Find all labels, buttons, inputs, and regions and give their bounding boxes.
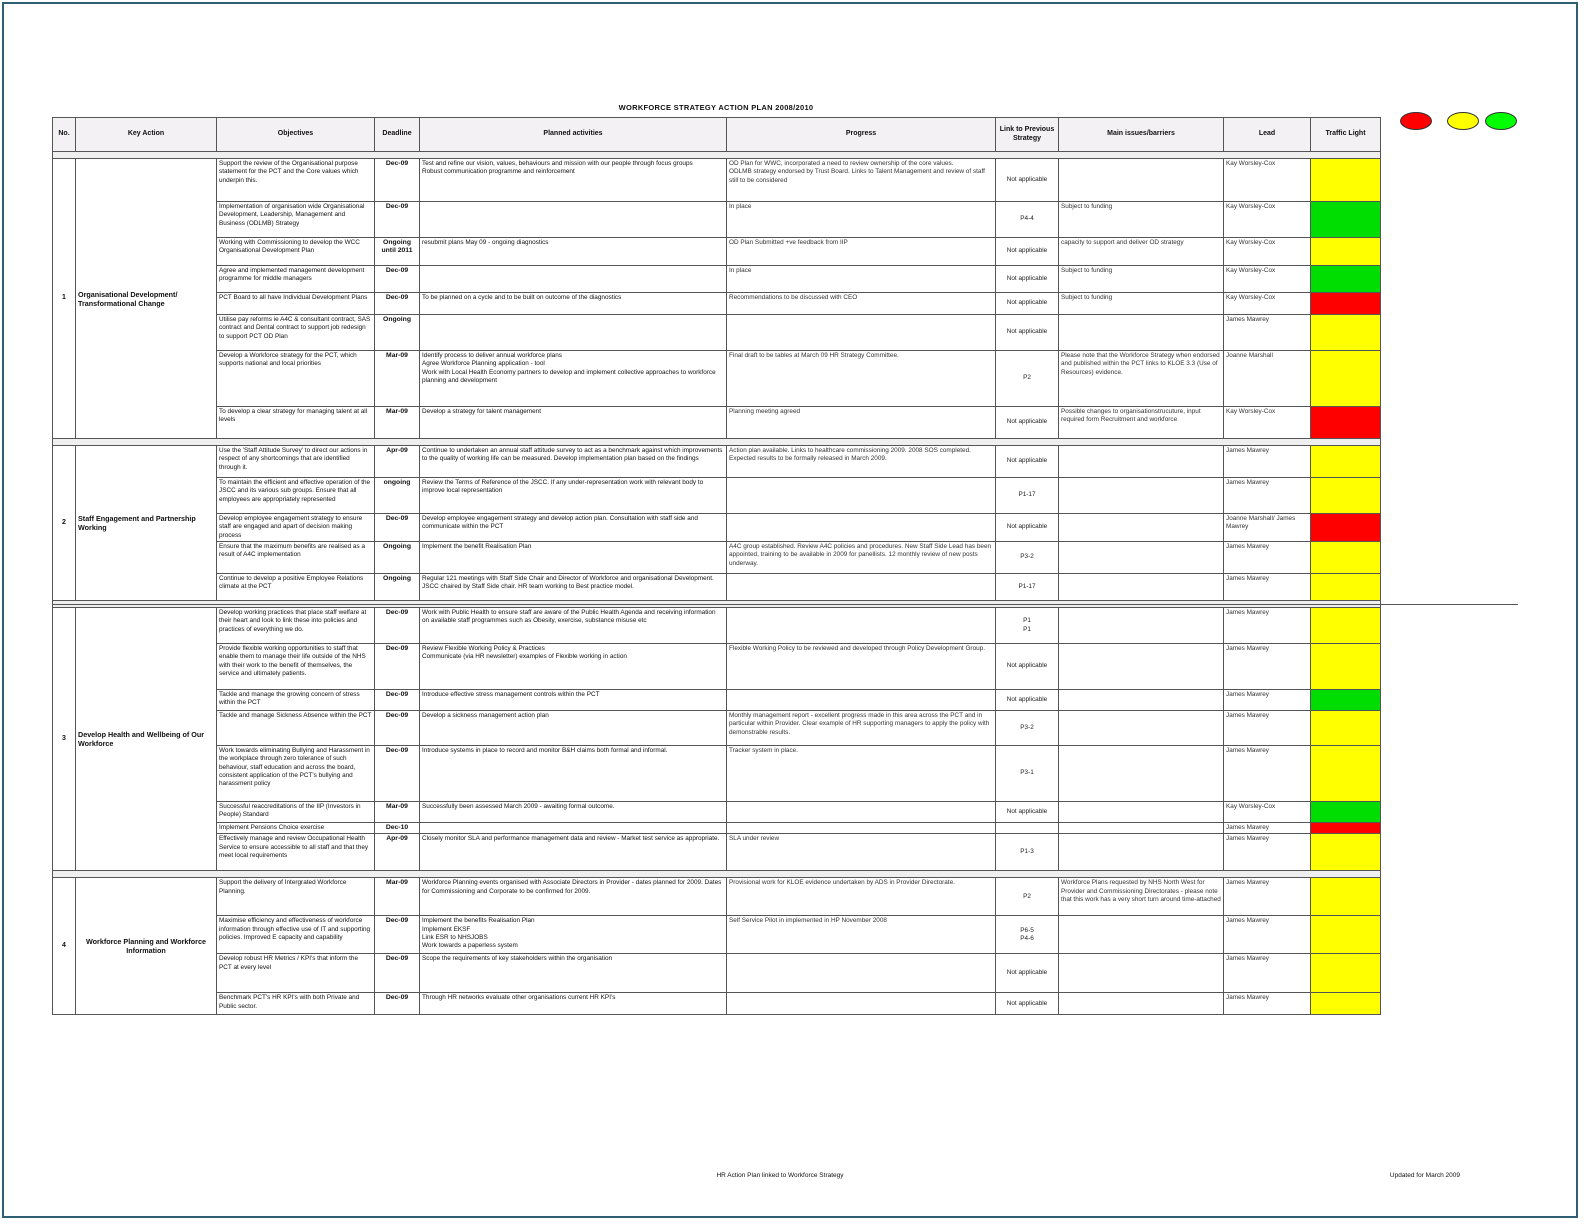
table-row xyxy=(53,954,1381,993)
objective-cell: Implement Pensions Choice exercise xyxy=(217,823,375,834)
objective-cell: Implementation of organisation wide Organisational Development, Leadership, Management and Business (ODLMB) Strategy xyxy=(217,202,375,238)
link-cell: Not applicable xyxy=(996,993,1059,1015)
deadline-cell: Dec-09 xyxy=(375,993,420,1015)
action-plan-table xyxy=(52,117,1381,1015)
planned-activities-cell: Closely monitor SLA and performance management data and review - Market test service as appropriate. xyxy=(420,834,727,871)
traffic-light-legend xyxy=(1400,112,1520,132)
progress-cell xyxy=(727,608,996,644)
table-row xyxy=(53,514,1381,542)
objective-cell: Develop robust HR Metrics / KPI's that inform the PCT at every level xyxy=(217,954,375,993)
objective-cell: Work towards eliminating Bullying and Harassment in the workplace through zero tolerance of such behaviour, staff education and across the board, consistent application of the PCT's bullying and harassment policy xyxy=(217,746,375,802)
objective-cell: Successful reaccreditations of the IIP (Investors in People) Standard xyxy=(217,802,375,823)
progress-cell xyxy=(727,993,996,1015)
table-row xyxy=(53,159,1381,202)
deadline-cell: Ongoing xyxy=(375,315,420,351)
deadline-cell: Dec-09 xyxy=(375,202,420,238)
deadline-cell: Dec-09 xyxy=(375,916,420,954)
deadline-cell: Dec-09 xyxy=(375,644,420,690)
key-action: Develop Health and Wellbeing of Our Workforce xyxy=(76,608,217,871)
progress-cell: Self Service Pilot in implemented in HP November 2008 xyxy=(727,916,996,954)
footer-right: Updated for March 2009 xyxy=(1389,1172,1460,1179)
issues-cell xyxy=(1059,834,1224,871)
planned-activities-cell: Test and refine our vision, values, behaviours and mission with our people through focus groups Robust communication programme and reinforcement xyxy=(420,159,727,202)
table-row xyxy=(53,238,1381,266)
planned-activities-cell: Introduce systems in place to record and monitor B&H claims both formal and informal. xyxy=(420,746,727,802)
header-row xyxy=(53,118,1381,152)
lead-cell: James Mawrey xyxy=(1224,916,1311,954)
deadline-cell: Dec-09 xyxy=(375,954,420,993)
deadline-cell: Dec-10 xyxy=(375,823,420,834)
key-action: Staff Engagement and Partnership Working xyxy=(76,446,217,601)
page-title: WORKFORCE STRATEGY ACTION PLAN 2008/2010 xyxy=(618,103,814,112)
progress-cell xyxy=(727,514,996,542)
header-link: Link to Previous Strategy xyxy=(996,118,1059,152)
planned-activities-cell xyxy=(420,202,727,238)
progress-cell: In place xyxy=(727,202,996,238)
progress-cell: Monthly management report - excellent progress made in this area across the PCT and in particular within Provider. Clear example of HR supporting managers to apply the policy with demonstrable results. xyxy=(727,711,996,746)
table-row xyxy=(53,746,1381,802)
progress-cell: Flexible Working Policy to be reviewed and developed through Policy Development Group. xyxy=(727,644,996,690)
link-cell: P4-4 xyxy=(996,202,1059,238)
header-issues: Main issues/barriers xyxy=(1059,118,1224,152)
link-cell: P6-5 P4-6 xyxy=(996,916,1059,954)
key-action: Workforce Planning and Workforce Information xyxy=(76,878,217,1015)
deadline-cell: Dec-09 xyxy=(375,266,420,293)
objective-cell: Effectively manage and review Occupational Health Service to ensure accessible to all staff and that they meet local requirements xyxy=(217,834,375,871)
progress-cell: Recommendations to be discussed with CEO xyxy=(727,293,996,315)
traffic-light-cell xyxy=(1311,514,1381,542)
header-progress: Progress xyxy=(727,118,996,152)
deadline-cell: Dec-09 xyxy=(375,746,420,802)
link-cell: P1 P1 xyxy=(996,608,1059,644)
table-row xyxy=(53,542,1381,574)
issues-cell: Subject to funding xyxy=(1059,293,1224,315)
deadline-cell: Dec-09 xyxy=(375,159,420,202)
traffic-light-cell xyxy=(1311,711,1381,746)
lead-cell: Kay Worsley-Cox xyxy=(1224,202,1311,238)
deadline-cell: Mar-09 xyxy=(375,802,420,823)
lead-cell: James Mawrey xyxy=(1224,954,1311,993)
traffic-light-cell xyxy=(1311,916,1381,954)
table-row xyxy=(53,823,1381,834)
planned-activities-cell: Successfully been assessed March 2009 - awaiting formal outcome. xyxy=(420,802,727,823)
progress-cell: OD Plan for WWC, incorporated a need to review ownership of the core values. ODLMB strategy endorsed by Trust Board. Links to Talent Management and review of staff still to be considered xyxy=(727,159,996,202)
link-cell: Not applicable xyxy=(996,690,1059,711)
table-row xyxy=(53,351,1381,407)
issues-cell: Possible changes to organisationstrucuture, input required form Recruitment and workforce xyxy=(1059,407,1224,439)
link-cell: Not applicable xyxy=(996,315,1059,351)
planned-activities-cell: Implement the benefit Realisation Plan xyxy=(420,542,727,574)
progress-cell xyxy=(727,478,996,514)
footer-center: HR Action Plan linked to Workforce Strategy xyxy=(716,1172,844,1179)
planned-activities-cell: Scope the requirements of key stakeholders within the organisation xyxy=(420,954,727,993)
planned-activities-cell xyxy=(420,823,727,834)
link-cell: Not applicable xyxy=(996,954,1059,993)
header-lead: Lead xyxy=(1224,118,1311,152)
header-planned-activities: Planned activities xyxy=(420,118,727,152)
traffic-light-cell xyxy=(1311,834,1381,871)
traffic-light-cell xyxy=(1311,954,1381,993)
traffic-light-cell xyxy=(1311,407,1381,439)
planned-activities-cell xyxy=(420,266,727,293)
lead-cell: Kay Worsley-Cox xyxy=(1224,407,1311,439)
objective-cell: PCT Board to all have Individual Development Plans xyxy=(217,293,375,315)
link-cell: Not applicable xyxy=(996,266,1059,293)
lead-cell: James Mawrey xyxy=(1224,608,1311,644)
lead-cell: James Mawrey xyxy=(1224,878,1311,916)
issues-cell: capacity to support and deliver OD strategy xyxy=(1059,238,1224,266)
table-row xyxy=(53,293,1381,315)
progress-cell xyxy=(727,315,996,351)
issues-cell xyxy=(1059,802,1224,823)
header-no: No. xyxy=(53,118,76,152)
yellow-light-icon xyxy=(1447,112,1479,130)
progress-cell: Final draft to be tables at March 09 HR Strategy Committee. xyxy=(727,351,996,407)
deadline-cell: Ongoing xyxy=(375,542,420,574)
traffic-light-cell xyxy=(1311,802,1381,823)
table-row xyxy=(53,315,1381,351)
link-cell: Not applicable xyxy=(996,514,1059,542)
table-row xyxy=(53,690,1381,711)
section-number: 2 xyxy=(53,446,76,601)
lead-cell: James Mawrey xyxy=(1224,542,1311,574)
objective-cell: Ensure that the maximum benefits are realised as a result of A4C implementation xyxy=(217,542,375,574)
planned-activities-cell: Through HR networks evaluate other organisations current HR KPI's xyxy=(420,993,727,1015)
objective-cell: Develop employee engagement strategy to ensure staff are engaged and apart of decision making process xyxy=(217,514,375,542)
link-cell xyxy=(996,823,1059,834)
issues-cell xyxy=(1059,478,1224,514)
table-row xyxy=(53,446,1381,478)
traffic-light-cell xyxy=(1311,315,1381,351)
lead-cell: James Mawrey xyxy=(1224,574,1311,601)
objective-cell: Support the delivery of Intergrated Workforce Planning. xyxy=(217,878,375,916)
deadline-cell: Ongoing until 2011 xyxy=(375,238,420,266)
header-traffic-light: Traffic Light xyxy=(1311,118,1381,152)
issues-cell xyxy=(1059,916,1224,954)
planned-activities-cell: Develop employee engagement strategy and develop action plan. Consultation with staff side and communicate within the PCT xyxy=(420,514,727,542)
table-row xyxy=(53,802,1381,823)
link-cell: P3-2 xyxy=(996,711,1059,746)
objective-cell: Tackle and manage Sickness Absence within the PCT xyxy=(217,711,375,746)
section-spacer xyxy=(53,152,1381,159)
planned-activities-cell: Workforce Planning events organised with Associate Directors in Provider - dates planned for 2009. Dates for Commissioning and Corporate to be confirmed for 2009. xyxy=(420,878,727,916)
traffic-light-cell xyxy=(1311,542,1381,574)
green-light-icon xyxy=(1485,112,1517,130)
lead-cell: James Mawrey xyxy=(1224,746,1311,802)
objective-cell: Provide flexible working opportunities to staff that enable them to manage their life outside of the NHS with their work to the benefit of themselves, the service and ultimately patients. xyxy=(217,644,375,690)
deadline-cell: Apr-09 xyxy=(375,446,420,478)
objective-cell: Develop a Workforce strategy for the PCT, which supports national and local priorities xyxy=(217,351,375,407)
progress-cell: A4C group established. Review A4C policies and procedures. New Staff Side Lead has been appointed, training to be available in 2009 for panellists. 12 monthly review of new posts underway. xyxy=(727,542,996,574)
progress-cell: Provisional work for KLOE evidence undertaken by ADS in Provider Directorate. xyxy=(727,878,996,916)
lead-cell: James Mawrey xyxy=(1224,711,1311,746)
link-cell: P1-17 xyxy=(996,478,1059,514)
issues-cell: Please note that the Workforce Strategy when endorsed and published within the PCT links to KLOE 3.3 (Use of Resources) evidence. xyxy=(1059,351,1224,407)
issues-cell xyxy=(1059,446,1224,478)
planned-activities-cell: Regular 121 meetings with Staff Side Chair and Director of Workforce and organisational Development. JSCC chaired by Staff Side chair. HR team working to Best practice model. xyxy=(420,574,727,601)
table-row xyxy=(53,878,1381,916)
deadline-cell: Mar-09 xyxy=(375,351,420,407)
lead-cell: James Mawrey xyxy=(1224,823,1311,834)
section-number: 3 xyxy=(53,608,76,871)
deadline-cell: Dec-09 xyxy=(375,293,420,315)
objective-cell: Support the review of the Organisational purpose statement for the PCT and the Core values which underpin this. xyxy=(217,159,375,202)
table-row xyxy=(53,993,1381,1015)
deadline-cell: Dec-09 xyxy=(375,690,420,711)
progress-cell: OD Plan Submitted +ve feedback from IIP xyxy=(727,238,996,266)
traffic-light-cell xyxy=(1311,644,1381,690)
issues-cell xyxy=(1059,608,1224,644)
issues-cell: Subject to funding xyxy=(1059,266,1224,293)
issues-cell xyxy=(1059,514,1224,542)
objective-cell: Utilise pay reforms ie A4C & consultant contract, SAS contract and Dental contract to support job redesign to support PCT OD Plan xyxy=(217,315,375,351)
lead-cell: James Mawrey xyxy=(1224,446,1311,478)
planned-activities-cell: resubmit plans May 09 - ongoing diagnostics xyxy=(420,238,727,266)
issues-cell xyxy=(1059,644,1224,690)
link-cell: Not applicable xyxy=(996,407,1059,439)
section-number: 4 xyxy=(53,878,76,1015)
lead-cell: James Mawrey xyxy=(1224,315,1311,351)
traffic-light-cell xyxy=(1311,159,1381,202)
planned-activities-cell: Develop a sickness management action plan xyxy=(420,711,727,746)
objective-cell: To develop a clear strategy for managing talent at all levels xyxy=(217,407,375,439)
lead-cell: James Mawrey xyxy=(1224,690,1311,711)
issues-cell xyxy=(1059,746,1224,802)
table-row xyxy=(53,608,1381,644)
deadline-cell: Dec-09 xyxy=(375,711,420,746)
divider-line xyxy=(52,604,1518,605)
table-row xyxy=(53,916,1381,954)
issues-cell xyxy=(1059,993,1224,1015)
table-row xyxy=(53,711,1381,746)
table-row xyxy=(53,574,1381,601)
deadline-cell: Apr-09 xyxy=(375,834,420,871)
section-number: 1 xyxy=(53,159,76,439)
lead-cell: James Mawrey xyxy=(1224,993,1311,1015)
traffic-light-cell xyxy=(1311,878,1381,916)
header-objectives: Objectives xyxy=(217,118,375,152)
table-row xyxy=(53,407,1381,439)
section-spacer xyxy=(53,439,1381,446)
planned-activities-cell: To be planned on a cycle and to be built on outcome of the diagnostics xyxy=(420,293,727,315)
link-cell: Not applicable xyxy=(996,159,1059,202)
objective-cell: Benchmark PCT's HR KPI's with both Private and Public sector. xyxy=(217,993,375,1015)
progress-cell: SLA under review xyxy=(727,834,996,871)
table-row xyxy=(53,478,1381,514)
objective-cell: To maintain the efficient and effective operation of the JSCC and its various sub groups. Ensure that all employees are appropriately represented xyxy=(217,478,375,514)
issues-cell: Subject to funding xyxy=(1059,202,1224,238)
link-cell: P3-1 xyxy=(996,746,1059,802)
deadline-cell: Dec-09 xyxy=(375,608,420,644)
issues-cell xyxy=(1059,954,1224,993)
traffic-light-cell xyxy=(1311,266,1381,293)
issues-cell xyxy=(1059,574,1224,601)
progress-cell xyxy=(727,802,996,823)
issues-cell xyxy=(1059,159,1224,202)
red-light-icon xyxy=(1400,112,1432,130)
objective-cell: Working with Commissioning to develop the WCC Organisational Development Plan xyxy=(217,238,375,266)
traffic-light-cell xyxy=(1311,202,1381,238)
traffic-light-cell xyxy=(1311,238,1381,266)
link-cell: Not applicable xyxy=(996,293,1059,315)
progress-cell: Planning meeting agreed xyxy=(727,407,996,439)
key-action: Organisational Development/ Transformational Change xyxy=(76,159,217,439)
section-spacer xyxy=(53,871,1381,878)
link-cell: Not applicable xyxy=(996,802,1059,823)
traffic-light-cell xyxy=(1311,823,1381,834)
traffic-light-cell xyxy=(1311,608,1381,644)
deadline-cell: Ongoing xyxy=(375,574,420,601)
progress-cell xyxy=(727,823,996,834)
table-row xyxy=(53,202,1381,238)
lead-cell: Kay Worsley-Cox xyxy=(1224,238,1311,266)
objective-cell: Use the 'Staff Attitude Survey' to direct our actions in respect of any shortcomings that are identified through it. xyxy=(217,446,375,478)
issues-cell xyxy=(1059,711,1224,746)
lead-cell: Joanne Marshall/ James Mawrey xyxy=(1224,514,1311,542)
link-cell: Not applicable xyxy=(996,644,1059,690)
progress-cell: In place xyxy=(727,266,996,293)
traffic-light-cell xyxy=(1311,993,1381,1015)
link-cell: Not applicable xyxy=(996,446,1059,478)
header-key-action: Key Action xyxy=(76,118,217,152)
table-row xyxy=(53,266,1381,293)
issues-cell xyxy=(1059,542,1224,574)
issues-cell: Workforce Plans requested by NHS North West for Provider and Commissioning Directorates - please note that this work has a very short turn around time-attached xyxy=(1059,878,1224,916)
objective-cell: Tackle and manage the growing concern of stress within the PCT xyxy=(217,690,375,711)
lead-cell: James Mawrey xyxy=(1224,478,1311,514)
link-cell: P2 xyxy=(996,878,1059,916)
lead-cell: James Mawrey xyxy=(1224,834,1311,871)
planned-activities-cell: Continue to undertaken an annual staff attitude survey to act as a benchmark against which improvements to the quality of working life can be measured. Develop implementation plan based on the findings xyxy=(420,446,727,478)
header-deadline: Deadline xyxy=(375,118,420,152)
progress-cell xyxy=(727,954,996,993)
link-cell: P1-3 xyxy=(996,834,1059,871)
planned-activities-cell: Review the Terms of Reference of the JSCC. If any under-representation work with relevant body to improve local representation xyxy=(420,478,727,514)
issues-cell xyxy=(1059,315,1224,351)
traffic-light-cell xyxy=(1311,574,1381,601)
lead-cell: Kay Worsley-Cox xyxy=(1224,266,1311,293)
progress-cell: Tracker system in place. xyxy=(727,746,996,802)
planned-activities-cell: Review Flexible Working Policy & Practices Communicate (via HR newsletter) examples of Flexible working in action xyxy=(420,644,727,690)
deadline-cell: Mar-09 xyxy=(375,407,420,439)
link-cell: P3-2 xyxy=(996,542,1059,574)
lead-cell: Kay Worsley-Cox xyxy=(1224,802,1311,823)
table-row xyxy=(53,834,1381,871)
table-row xyxy=(53,644,1381,690)
traffic-light-cell xyxy=(1311,293,1381,315)
issues-cell xyxy=(1059,690,1224,711)
planned-activities-cell xyxy=(420,315,727,351)
lead-cell: Kay Worsley-Cox xyxy=(1224,293,1311,315)
objective-cell: Maximise efficiency and effectiveness of workforce information through effective use of IT and supporting policies. Improved E capacity and capability xyxy=(217,916,375,954)
objective-cell: Develop working practices that place staff welfare at their heart and look to link these into policies and practices of everything we do. xyxy=(217,608,375,644)
objective-cell: Agree and implemented management development programme for middle managers xyxy=(217,266,375,293)
deadline-cell: Mar-09 xyxy=(375,878,420,916)
traffic-light-cell xyxy=(1311,690,1381,711)
planned-activities-cell: Identify process to deliver annual workforce plans Agree Workforce Planning application - tool Work with Local Health Economy partners to develop and implement collective approaches to workforce planning and development xyxy=(420,351,727,407)
progress-cell xyxy=(727,574,996,601)
planned-activities-cell: Work with Public Health to ensure staff are aware of the Public Health Agenda and receiving information on available staff programmes such as Obesity, exercise, substance misuse etc xyxy=(420,608,727,644)
traffic-light-cell xyxy=(1311,351,1381,407)
traffic-light-cell xyxy=(1311,446,1381,478)
planned-activities-cell: Develop a strategy for talent management xyxy=(420,407,727,439)
traffic-light-cell xyxy=(1311,478,1381,514)
progress-cell: Action plan available. Links to healthcare commissioning 2009. 2008 SOS completed. Expected results to be formally released in March 2009. xyxy=(727,446,996,478)
link-cell: P2 xyxy=(996,351,1059,407)
lead-cell: Joanne Marshall xyxy=(1224,351,1311,407)
deadline-cell: Dec-09 xyxy=(375,514,420,542)
objective-cell: Continue to develop a positive Employee Relations climate at the PCT xyxy=(217,574,375,601)
issues-cell xyxy=(1059,823,1224,834)
link-cell: Not applicable xyxy=(996,238,1059,266)
lead-cell: Kay Worsley-Cox xyxy=(1224,159,1311,202)
planned-activities-cell: Implement the benefits Realisation Plan Implement EKSF Link ESR to NHSJOBS Work towards a paperless system xyxy=(420,916,727,954)
progress-cell xyxy=(727,690,996,711)
traffic-light-cell xyxy=(1311,746,1381,802)
planned-activities-cell: Introduce effective stress management controls within the PCT xyxy=(420,690,727,711)
deadline-cell: ongoing xyxy=(375,478,420,514)
lead-cell: James Mawrey xyxy=(1224,644,1311,690)
link-cell: P1-17 xyxy=(996,574,1059,601)
